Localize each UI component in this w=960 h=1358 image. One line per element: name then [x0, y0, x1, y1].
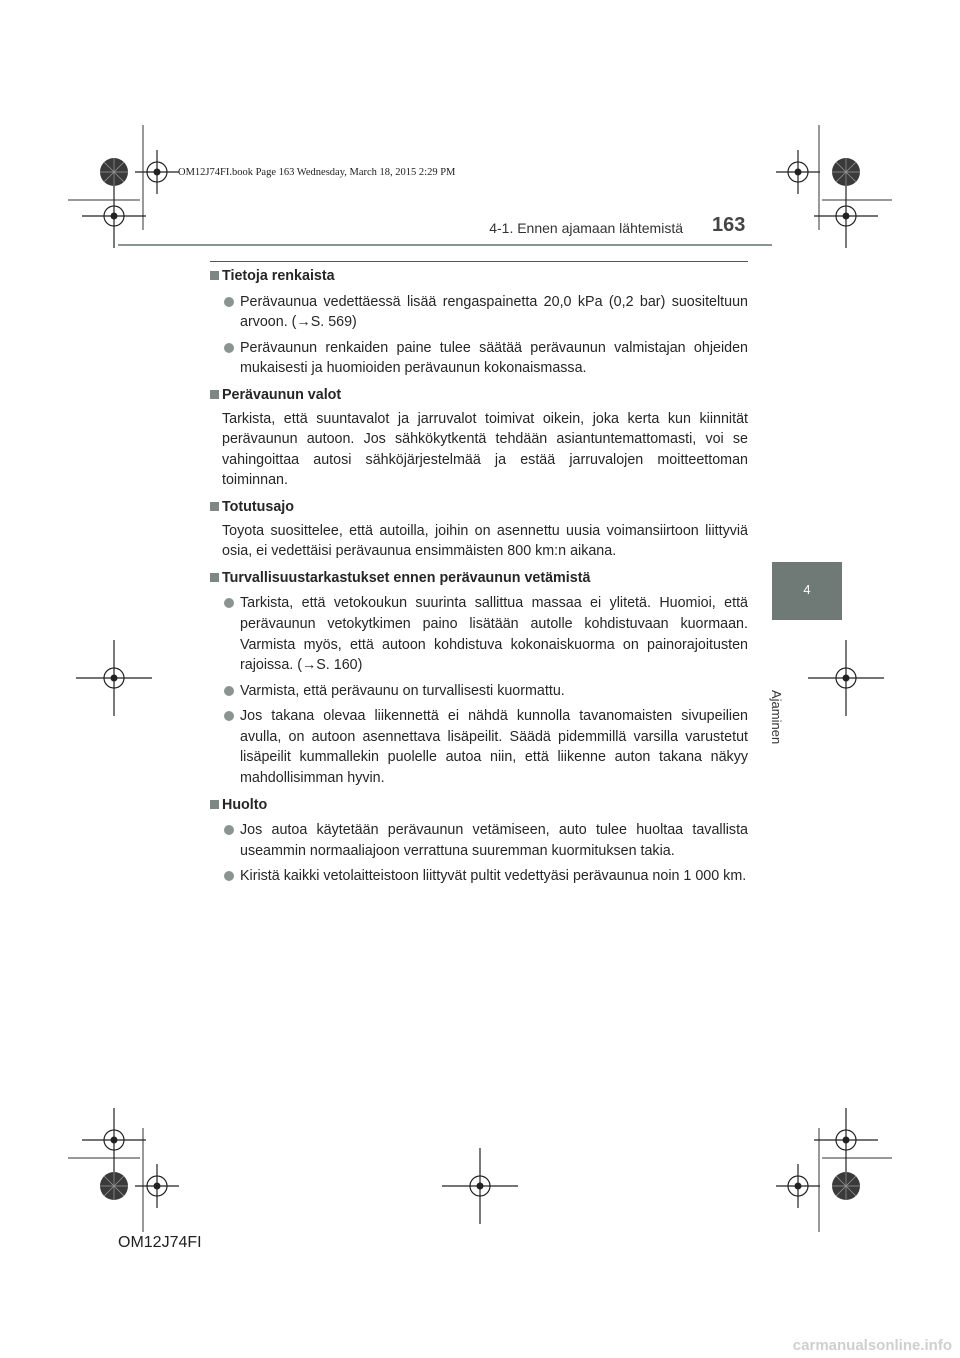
section-tietoja-renkaista — [210, 266, 748, 379]
section-totutusajo — [210, 497, 748, 562]
section-paragraph: Toyota suosittelee, että autoilla, joihin on asennettu uusia voimansiirtoon liittyviä osia, ei vedettäisi perävaunua ensimmäisten 800 km:n aikana. — [222, 522, 748, 560]
section-turvallisuustarkastukset — [210, 568, 748, 789]
list-item-text: Perävaunua vedettäessä lisää rengaspainetta 20,0 kPa (0,2 bar) suositeltuun arvoon. (→S. 569) — [240, 293, 748, 331]
list-item — [210, 338, 748, 379]
section-heading: Perävaunun valot — [210, 385, 748, 406]
list-item — [210, 820, 748, 861]
list-item — [210, 292, 748, 333]
section-heading: Turvallisuustarkastukset ennen perävaunun vetämistä — [210, 568, 748, 589]
bullet-icon — [224, 711, 234, 721]
list-item — [210, 681, 748, 702]
chapter-side-label-text: Ajaminen — [769, 690, 784, 745]
book-info-line: OM12J74FI.book Page 163 Wednesday, March 18, 2015 2:29 PM — [178, 167, 456, 178]
section-paragraph: Tarkista, että suuntavalot ja jarruvalot toimivat oikein, joka kerta kun kiinnität perävaunun autoon. Jos sähkökytkentä tehdään asiantuntemattomasti, voi se vahingoittaa autosi sähköjärjestelmää ja estää jarruvalojen moitteettoman toiminnan. — [222, 410, 748, 489]
section-huolto — [210, 795, 748, 887]
section-peravaunun-valot — [210, 385, 748, 491]
bullet-icon — [224, 825, 234, 835]
list-item-text: Varmista, että perävaunu on turvallisesti kuormattu. — [240, 682, 565, 699]
bullet-icon — [224, 871, 234, 881]
bullet-icon — [224, 343, 234, 353]
bullet-icon — [224, 686, 234, 696]
list-item — [210, 866, 748, 887]
list-item — [210, 706, 748, 788]
bullet-icon — [224, 297, 234, 307]
list-item — [210, 593, 748, 675]
list-item-text: Perävaunun renkaiden paine tulee säätää perävaunun valmistajan ohjeiden mukaisesti ja huomioiden perävaunun kokonaismassa. — [240, 339, 748, 377]
section-heading: Huolto — [210, 795, 748, 816]
header-rule — [118, 244, 772, 246]
page-number: 163 — [712, 214, 746, 236]
bullet-icon — [224, 598, 234, 608]
main-content — [210, 266, 748, 893]
footer-manual-code: OM12J74FI — [118, 1234, 202, 1251]
watermark: carmanualsonline.info — [792, 1337, 952, 1354]
chapter-side-label — [769, 624, 800, 745]
section-heading: Tietoja renkaista — [210, 266, 748, 287]
page-header-title: 4-1. Ennen ajamaan lähtemistä — [489, 220, 683, 236]
list-item-text: Jos takana olevaa liikennettä ei nähdä kunnolla tavanomaisten sivupeilien avulla, on autoon asennettava lisäpeilit. Säädä pidemmillä varsilla varustetut lisäpeilit kummallekin puolelle autoa niin, että liikenne auton takana näkyy mahdollisimman hyvin. — [240, 708, 748, 787]
list-item-text: Kiristä kaikki vetolaitteistoon liittyvät pultit vedettyäsi perävaunua noin 1 000 km. — [240, 868, 747, 885]
section-heading: Totutusajo — [210, 497, 748, 518]
list-item-text: Jos autoa käytetään perävaunun vetämiseen, auto tulee huoltaa tavallista useammin normaaliajoon verrattuna suuremman kuormituksen takia. — [240, 822, 748, 859]
content-top-rule — [210, 261, 748, 262]
list-item-text: Tarkista, että vetokoukun suurinta sallittua massaa ei ylitetä. Huomioi, että perävaunun vetokytkimen paino lisätään autolle kohdistuvaan kuormaan. Varmista myös, että autoon kohdistuva kokonaiskuorma on painorajoitusten rajoissa. (→S. 160) — [240, 595, 748, 674]
chapter-tab — [772, 562, 842, 620]
chapter-tab-number: 4 — [803, 582, 811, 597]
